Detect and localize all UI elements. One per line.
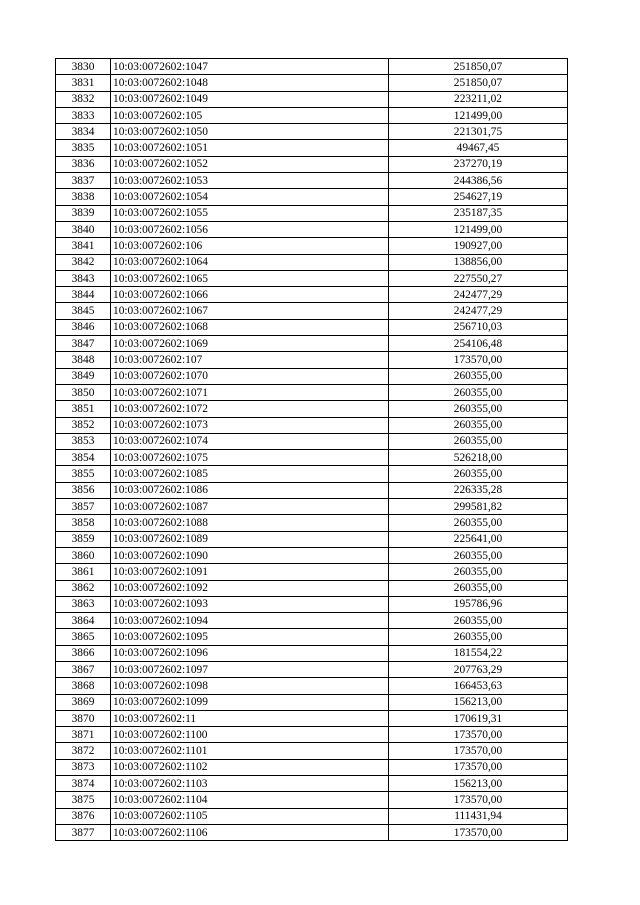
- row-number: 3873: [56, 759, 111, 775]
- cadastral-number: 10:03:0072602:1089: [111, 531, 389, 547]
- table-row: [56, 319, 568, 335]
- cadastral-number: 10:03:0072602:1067: [111, 303, 389, 319]
- table-row: [56, 547, 568, 563]
- table-row: [56, 156, 568, 172]
- cadastral-value: 260355,00: [389, 580, 568, 596]
- table-row: [56, 580, 568, 596]
- cadastral-value: 260355,00: [389, 401, 568, 417]
- table-row: [56, 450, 568, 466]
- row-number: 3860: [56, 547, 111, 563]
- table-row: [56, 596, 568, 612]
- row-number: 3834: [56, 124, 111, 140]
- cadastral-value: 49467,45: [389, 140, 568, 156]
- cadastral-number: 10:03:0072602:1092: [111, 580, 389, 596]
- cadastral-value: 207763,29: [389, 661, 568, 677]
- cadastral-value: 121499,00: [389, 107, 568, 123]
- cadastral-number: 10:03:0072602:1094: [111, 613, 389, 629]
- row-number: 3833: [56, 107, 111, 123]
- cadastral-value: 260355,00: [389, 515, 568, 531]
- table-row: [56, 107, 568, 123]
- cadastral-number: 10:03:0072602:106: [111, 238, 389, 254]
- row-number: 3854: [56, 450, 111, 466]
- row-number: 3872: [56, 743, 111, 759]
- table-row: [56, 482, 568, 498]
- table-row: [56, 808, 568, 824]
- cadastral-value: 111431,94: [389, 808, 568, 824]
- cadastral-value: 173570,00: [389, 759, 568, 775]
- cadastral-number: 10:03:0072602:1050: [111, 124, 389, 140]
- cadastral-number: 10:03:0072602:1048: [111, 75, 389, 91]
- row-number: 3877: [56, 824, 111, 840]
- cadastral-number: 10:03:0072602:1085: [111, 466, 389, 482]
- cadastral-value: 299581,82: [389, 499, 568, 515]
- row-number: 3851: [56, 401, 111, 417]
- cadastral-value: 242477,29: [389, 287, 568, 303]
- row-number: 3855: [56, 466, 111, 482]
- cadastral-number: 10:03:0072602:1088: [111, 515, 389, 531]
- cadastral-number: 10:03:0072602:1075: [111, 450, 389, 466]
- cadastral-number: 10:03:0072602:1065: [111, 270, 389, 286]
- table-row: [56, 613, 568, 629]
- cadastral-number: 10:03:0072602:1066: [111, 287, 389, 303]
- cadastral-number: 10:03:0072602:1106: [111, 824, 389, 840]
- cadastral-value: 242477,29: [389, 303, 568, 319]
- table-row: [56, 759, 568, 775]
- cadastral-value: 166453,63: [389, 678, 568, 694]
- cadastral-value: 254106,48: [389, 336, 568, 352]
- cadastral-number: 10:03:0072602:1072: [111, 401, 389, 417]
- cadastral-value: 195786,96: [389, 596, 568, 612]
- cadastral-number: 10:03:0072602:1047: [111, 59, 389, 75]
- table-row: [56, 629, 568, 645]
- table-row: [56, 59, 568, 75]
- cadastral-value: 121499,00: [389, 221, 568, 237]
- row-number: 3866: [56, 645, 111, 661]
- cadastral-number: 10:03:0072602:1100: [111, 727, 389, 743]
- cadastral-number: 10:03:0072602:1051: [111, 140, 389, 156]
- row-number: 3868: [56, 678, 111, 694]
- cadastral-value: 181554,22: [389, 645, 568, 661]
- cadastral-value: 260355,00: [389, 417, 568, 433]
- cadastral-value: 251850,07: [389, 75, 568, 91]
- cadastral-number: 10:03:0072602:1052: [111, 156, 389, 172]
- row-number: 3856: [56, 482, 111, 498]
- table-row: [56, 694, 568, 710]
- cadastral-number: 10:03:0072602:1103: [111, 776, 389, 792]
- table-row: [56, 352, 568, 368]
- table-row: [56, 661, 568, 677]
- cadastral-value: 138856,00: [389, 254, 568, 270]
- row-number: 3852: [56, 417, 111, 433]
- row-number: 3837: [56, 173, 111, 189]
- row-number: 3835: [56, 140, 111, 156]
- cadastral-number: 10:03:0072602:1087: [111, 499, 389, 515]
- table-row: [56, 368, 568, 384]
- row-number: 3859: [56, 531, 111, 547]
- cadastral-number: 10:03:0072602:11: [111, 710, 389, 726]
- cadastral-value: 190927,00: [389, 238, 568, 254]
- row-number: 3838: [56, 189, 111, 205]
- cadastral-number: 10:03:0072602:1096: [111, 645, 389, 661]
- table-row: [56, 792, 568, 808]
- table-row: [56, 75, 568, 91]
- cadastral-value: 173570,00: [389, 792, 568, 808]
- cadastral-value: 156213,00: [389, 776, 568, 792]
- cadastral-value: 260355,00: [389, 433, 568, 449]
- cadastral-value: 173570,00: [389, 743, 568, 759]
- table-row: [56, 173, 568, 189]
- cadastral-value: 260355,00: [389, 629, 568, 645]
- cadastral-number: 10:03:0072602:1102: [111, 759, 389, 775]
- cadastral-value: 260355,00: [389, 384, 568, 400]
- cadastral-value: 251850,07: [389, 59, 568, 75]
- table-row: [56, 189, 568, 205]
- cadastral-number: 10:03:0072602:1070: [111, 368, 389, 384]
- row-number: 3858: [56, 515, 111, 531]
- cadastral-value: 260355,00: [389, 564, 568, 580]
- row-number: 3831: [56, 75, 111, 91]
- cadastral-number: 10:03:0072602:1104: [111, 792, 389, 808]
- cadastral-value: 227550,27: [389, 270, 568, 286]
- cadastral-value: 226335,28: [389, 482, 568, 498]
- cadastral-number: 10:03:0072602:1055: [111, 205, 389, 221]
- cadastral-number: 10:03:0072602:1105: [111, 808, 389, 824]
- cadastral-value: 170619,31: [389, 710, 568, 726]
- row-number: 3876: [56, 808, 111, 824]
- cadastral-value: 173570,00: [389, 824, 568, 840]
- cadastral-value: 254627,19: [389, 189, 568, 205]
- row-number: 3865: [56, 629, 111, 645]
- cadastral-value: 260355,00: [389, 368, 568, 384]
- table-row: [56, 776, 568, 792]
- cadastral-value: 526218,00: [389, 450, 568, 466]
- cadastral-number: 10:03:0072602:1095: [111, 629, 389, 645]
- row-number: 3849: [56, 368, 111, 384]
- row-number: 3874: [56, 776, 111, 792]
- table-row: [56, 564, 568, 580]
- cadastral-number: 10:03:0072602:1073: [111, 417, 389, 433]
- row-number: 3853: [56, 433, 111, 449]
- cadastral-number: 10:03:0072602:1068: [111, 319, 389, 335]
- cadastral-value: 237270,19: [389, 156, 568, 172]
- cadastral-value: 244386,56: [389, 173, 568, 189]
- cadastral-number: 10:03:0072602:1054: [111, 189, 389, 205]
- cadastral-value: 223211,02: [389, 91, 568, 107]
- row-number: 3869: [56, 694, 111, 710]
- cadastral-value: 221301,75: [389, 124, 568, 140]
- table-row: [56, 727, 568, 743]
- row-number: 3847: [56, 336, 111, 352]
- table-body: [56, 59, 568, 841]
- row-number: 3862: [56, 580, 111, 596]
- row-number: 3863: [56, 596, 111, 612]
- cadastral-value-table: [55, 58, 568, 841]
- table-row: [56, 124, 568, 140]
- table-row: [56, 238, 568, 254]
- row-number: 3857: [56, 499, 111, 515]
- row-number: 3840: [56, 221, 111, 237]
- row-number: 3846: [56, 319, 111, 335]
- cadastral-value: 260355,00: [389, 466, 568, 482]
- cadastral-number: 10:03:0072602:1069: [111, 336, 389, 352]
- table-row: [56, 417, 568, 433]
- row-number: 3845: [56, 303, 111, 319]
- table-row: [56, 384, 568, 400]
- row-number: 3839: [56, 205, 111, 221]
- row-number: 3836: [56, 156, 111, 172]
- row-number: 3841: [56, 238, 111, 254]
- row-number: 3830: [56, 59, 111, 75]
- table-row: [56, 91, 568, 107]
- cadastral-number: 10:03:0072602:1093: [111, 596, 389, 612]
- row-number: 3848: [56, 352, 111, 368]
- cadastral-value: 235187,35: [389, 205, 568, 221]
- row-number: 3875: [56, 792, 111, 808]
- table-row: [56, 515, 568, 531]
- row-number: 3861: [56, 564, 111, 580]
- table-row: [56, 678, 568, 694]
- cadastral-number: 10:03:0072602:1099: [111, 694, 389, 710]
- row-number: 3871: [56, 727, 111, 743]
- row-number: 3842: [56, 254, 111, 270]
- table-row: [56, 645, 568, 661]
- table-row: [56, 531, 568, 547]
- cadastral-number: 10:03:0072602:1071: [111, 384, 389, 400]
- row-number: 3870: [56, 710, 111, 726]
- cadastral-value: 260355,00: [389, 547, 568, 563]
- cadastral-number: 10:03:0072602:1049: [111, 91, 389, 107]
- table-row: [56, 336, 568, 352]
- cadastral-value: 173570,00: [389, 727, 568, 743]
- cadastral-number: 10:03:0072602:1098: [111, 678, 389, 694]
- table-row: [56, 466, 568, 482]
- row-number: 3864: [56, 613, 111, 629]
- row-number: 3843: [56, 270, 111, 286]
- table-row: [56, 499, 568, 515]
- cadastral-value: 260355,00: [389, 613, 568, 629]
- table-row: [56, 710, 568, 726]
- cadastral-value: 156213,00: [389, 694, 568, 710]
- cadastral-number: 10:03:0072602:1056: [111, 221, 389, 237]
- cadastral-number: 10:03:0072602:1074: [111, 433, 389, 449]
- cadastral-number: 10:03:0072602:1101: [111, 743, 389, 759]
- table-row: [56, 303, 568, 319]
- table-row: [56, 205, 568, 221]
- row-number: 3867: [56, 661, 111, 677]
- cadastral-number: 10:03:0072602:1086: [111, 482, 389, 498]
- table-row: [56, 270, 568, 286]
- table-row: [56, 140, 568, 156]
- cadastral-number: 10:03:0072602:1064: [111, 254, 389, 270]
- row-number: 3844: [56, 287, 111, 303]
- table-row: [56, 287, 568, 303]
- cadastral-number: 10:03:0072602:1090: [111, 547, 389, 563]
- table-row: [56, 824, 568, 840]
- cadastral-number: 10:03:0072602:1053: [111, 173, 389, 189]
- cadastral-number: 10:03:0072602:1091: [111, 564, 389, 580]
- table-row: [56, 254, 568, 270]
- cadastral-number: 10:03:0072602:1097: [111, 661, 389, 677]
- table-row: [56, 433, 568, 449]
- table-row: [56, 743, 568, 759]
- cadastral-number: 10:03:0072602:105: [111, 107, 389, 123]
- row-number: 3832: [56, 91, 111, 107]
- table-row: [56, 401, 568, 417]
- cadastral-number: 10:03:0072602:107: [111, 352, 389, 368]
- cadastral-value: 225641,00: [389, 531, 568, 547]
- cadastral-value: 256710,03: [389, 319, 568, 335]
- row-number: 3850: [56, 384, 111, 400]
- cadastral-value: 173570,00: [389, 352, 568, 368]
- table-row: [56, 221, 568, 237]
